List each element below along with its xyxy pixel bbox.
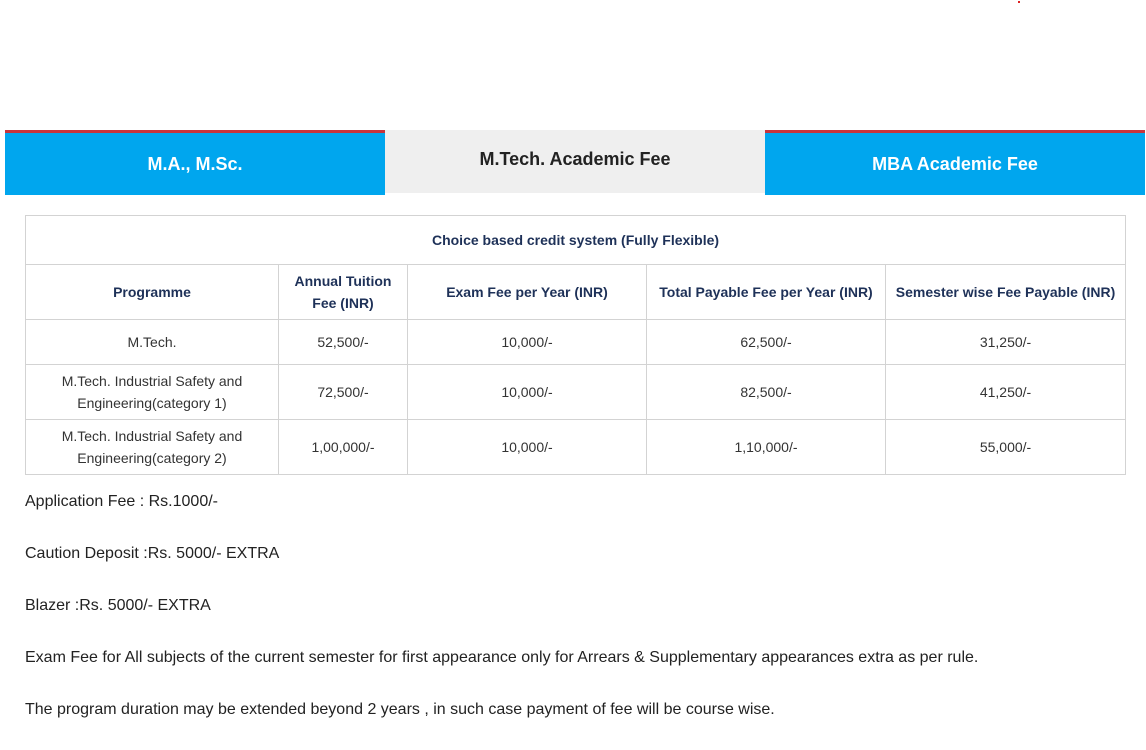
caution-deposit-note: Caution Deposit :Rs. 5000/- EXTRA [25,545,280,562]
column-header: Semester wise Fee Payable (INR) [886,265,1126,320]
table-cell: 31,250/- [886,320,1126,365]
table-cell: 82,500/- [647,365,886,420]
fee-tabs [5,130,1145,195]
table-cell: 10,000/- [408,320,647,365]
table-caption: Choice based credit system (Fully Flexible) [26,216,1126,265]
column-header: Total Payable Fee per Year (INR) [647,265,886,320]
tab-mba-academic-fee[interactable] [765,130,1145,195]
blazer-note: Blazer :Rs. 5000/- EXTRA [25,597,211,614]
column-header: Annual Tuition Fee (INR) [279,265,408,320]
table-cell: 10,000/- [408,365,647,420]
table-caption-row [26,216,1126,265]
table-cell: 62,500/- [647,320,886,365]
table-cell: 41,250/- [886,365,1126,420]
table-row [26,420,1126,475]
tab-label: MBA Academic Fee [872,153,1038,174]
tab-ma-msc[interactable] [5,130,385,195]
tab-mtech-academic-fee[interactable] [385,130,765,193]
table-cell: M.Tech. Industrial Safety and Engineering(category 2) [26,420,279,475]
tab-label: M.Tech. Academic Fee [479,149,671,169]
table-header-row [26,265,1126,320]
fee-notes [25,490,1125,750]
table-cell: 55,000/- [886,420,1126,475]
column-header: Exam Fee per Year (INR) [408,265,647,320]
table-cell: 1,10,000/- [647,420,886,475]
table-cell: 1,00,000/- [279,420,408,475]
application-fee-note: Application Fee : Rs.1000/- [25,493,218,510]
table-row [26,320,1126,365]
table-row [26,365,1126,420]
column-header: Programme [26,265,279,320]
exam-fee-note: Exam Fee for All subjects of the current semester for first appearance only for Arrears & Supplementary appearances extra as per rule. [25,649,979,666]
table-cell: M.Tech. Industrial Safety and Engineering(category 1) [26,365,279,420]
table-cell: 10,000/- [408,420,647,475]
decorative-dot [1018,1,1020,3]
table-cell: M.Tech. [26,320,279,365]
duration-note: The program duration may be extended beyond 2 years , in such case payment of fee will be course wise. [25,701,775,718]
tab-label: M.A., M.Sc. [147,153,243,174]
fee-table [25,215,1126,475]
table-cell: 72,500/- [279,365,408,420]
table-cell: 52,500/- [279,320,408,365]
